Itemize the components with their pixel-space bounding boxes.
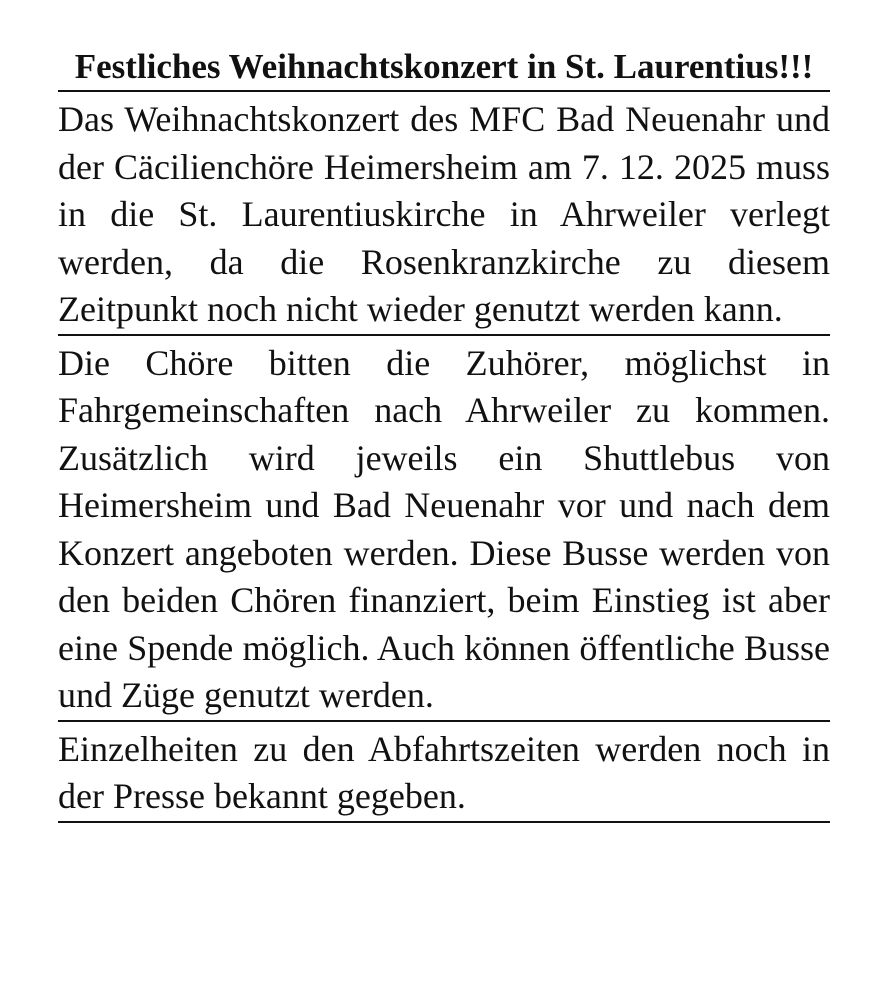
announcement xyxy=(58,40,830,823)
paragraph-relocation: Das Weihnachtskonzert des MFC Bad Neuenahr und der Cäcilienchöre Heimersheim am 7. 12. 2025 muss in die St. Laurentiuskirche in Ahrweiler verlegt werden, da die Rosenkranzkirche zu diesem Zeitpunkt noch nicht wieder genutzt werden kann. xyxy=(58,92,830,336)
announcement-title: Festliches Weihnachtskonzert in St. Laurentius!!! xyxy=(58,40,830,92)
paragraph-departure-times: Einzelheiten zu den Abfahrtszeiten werden noch in der Presse bekannt gegeben. xyxy=(58,722,830,823)
paragraph-transport: Die Chöre bitten die Zuhörer, möglichst in Fahrgemeinschaften nach Ahrweiler zu kommen. Zusätzlich wird jeweils ein Shuttlebus von Heimersheim und Bad Neuenahr vor und nach dem Konzert angeboten werden. Diese Busse werden von den beiden Chören finanziert, beim Einstieg ist aber eine Spende möglich. Auch können öffentliche Busse und Züge genutzt werden. xyxy=(58,336,830,722)
